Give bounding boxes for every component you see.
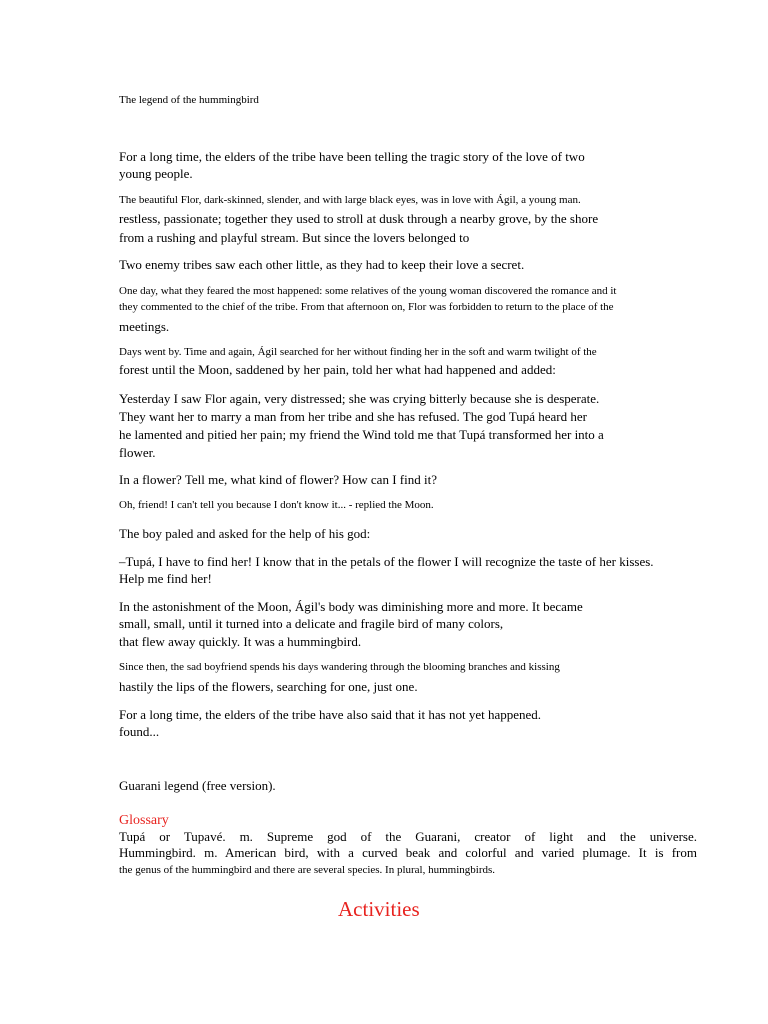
story-line: For a long time, the elders of the tribe have been telling the tragic story of the love of two [119,149,585,164]
story-line: Help me find her! [119,571,212,586]
glossary-entry-tupa: Tupá or Tupavé. m. Supreme god of the Guarani, creator of light and the universe. [119,829,697,844]
story-line: they commented to the chief of the tribe. From that afternoon on, Flor was forbidden to return to the place of the [119,301,614,313]
story-line: that flew away quickly. It was a hummingbird. [119,634,362,649]
story-line: Two enemy tribes saw each other little, as they had to keep their love a secret. [119,257,525,272]
glossary-entry-continuation: the genus of the hummingbird and there are several species. In plural, hummingbirds. [119,864,496,876]
story-line: In a flower? Tell me, what kind of flower? How can I find it? [119,472,437,487]
story-line: flower. [119,445,156,460]
story-line: –Tupá, I have to find her! I know that in the petals of the flower I will recognize the taste of her kisses. [119,554,654,569]
story-line: young people. [119,166,193,181]
story-line: found... [119,724,160,739]
story-line: he lamented and pitied her pain; my friend the Wind told me that Tupá transformed her into a [119,427,604,442]
story-line: forest until the Moon, saddened by her pain, told her what had happened and added: [119,362,556,377]
story-line: hastily the lips of the flowers, searching for one, just one. [119,679,418,694]
story-line: Guarani legend (free version). [119,778,276,793]
story-line: They want her to marry a man from her tribe and she has refused. The god Tupá heard her [119,409,587,424]
story-line: The boy paled and asked for the help of his god: [119,526,371,541]
glossary-entry-hummingbird: Hummingbird. m. American bird, with a curved beak and colorful and varied plumage. It is from [119,845,697,860]
story-line: In the astonishment of the Moon, Ágil's body was diminishing more and more. It became [119,599,583,614]
story-line: Oh, friend! I can't tell you because I don't know it... - replied the Moon. [119,499,434,511]
glossary-heading: Glossary [119,813,169,828]
document-title: The legend of the hummingbird [119,94,259,106]
story-line: For a long time, the elders of the tribe have also said that it has not yet happened. [119,707,542,722]
story-line: Days went by. Time and again, Ágil searched for her without finding her in the soft and warm twilight of the [119,346,597,358]
story-line: Since then, the sad boyfriend spends his days wandering through the blooming branches and kissing [119,661,560,673]
story-line: restless, passionate; together they used to stroll at dusk through a nearby grove, by the shore [119,211,599,226]
activities-heading: Activities [338,897,420,921]
story-line: Yesterday I saw Flor again, very distressed; she was crying bitterly because she is desperate. [119,391,600,406]
story-line: One day, what they feared the most happened: some relatives of the young woman discovered the romance and it [119,285,617,297]
story-line: from a rushing and playful stream. But since the lovers belonged to [119,230,470,245]
story-line: The beautiful Flor, dark-skinned, slender, and with large black eyes, was in love with Ágil, a young man. [119,194,581,206]
story-line: small, small, until it turned into a delicate and fragile bird of many colors, [119,616,504,631]
story-line: meetings. [119,319,170,334]
